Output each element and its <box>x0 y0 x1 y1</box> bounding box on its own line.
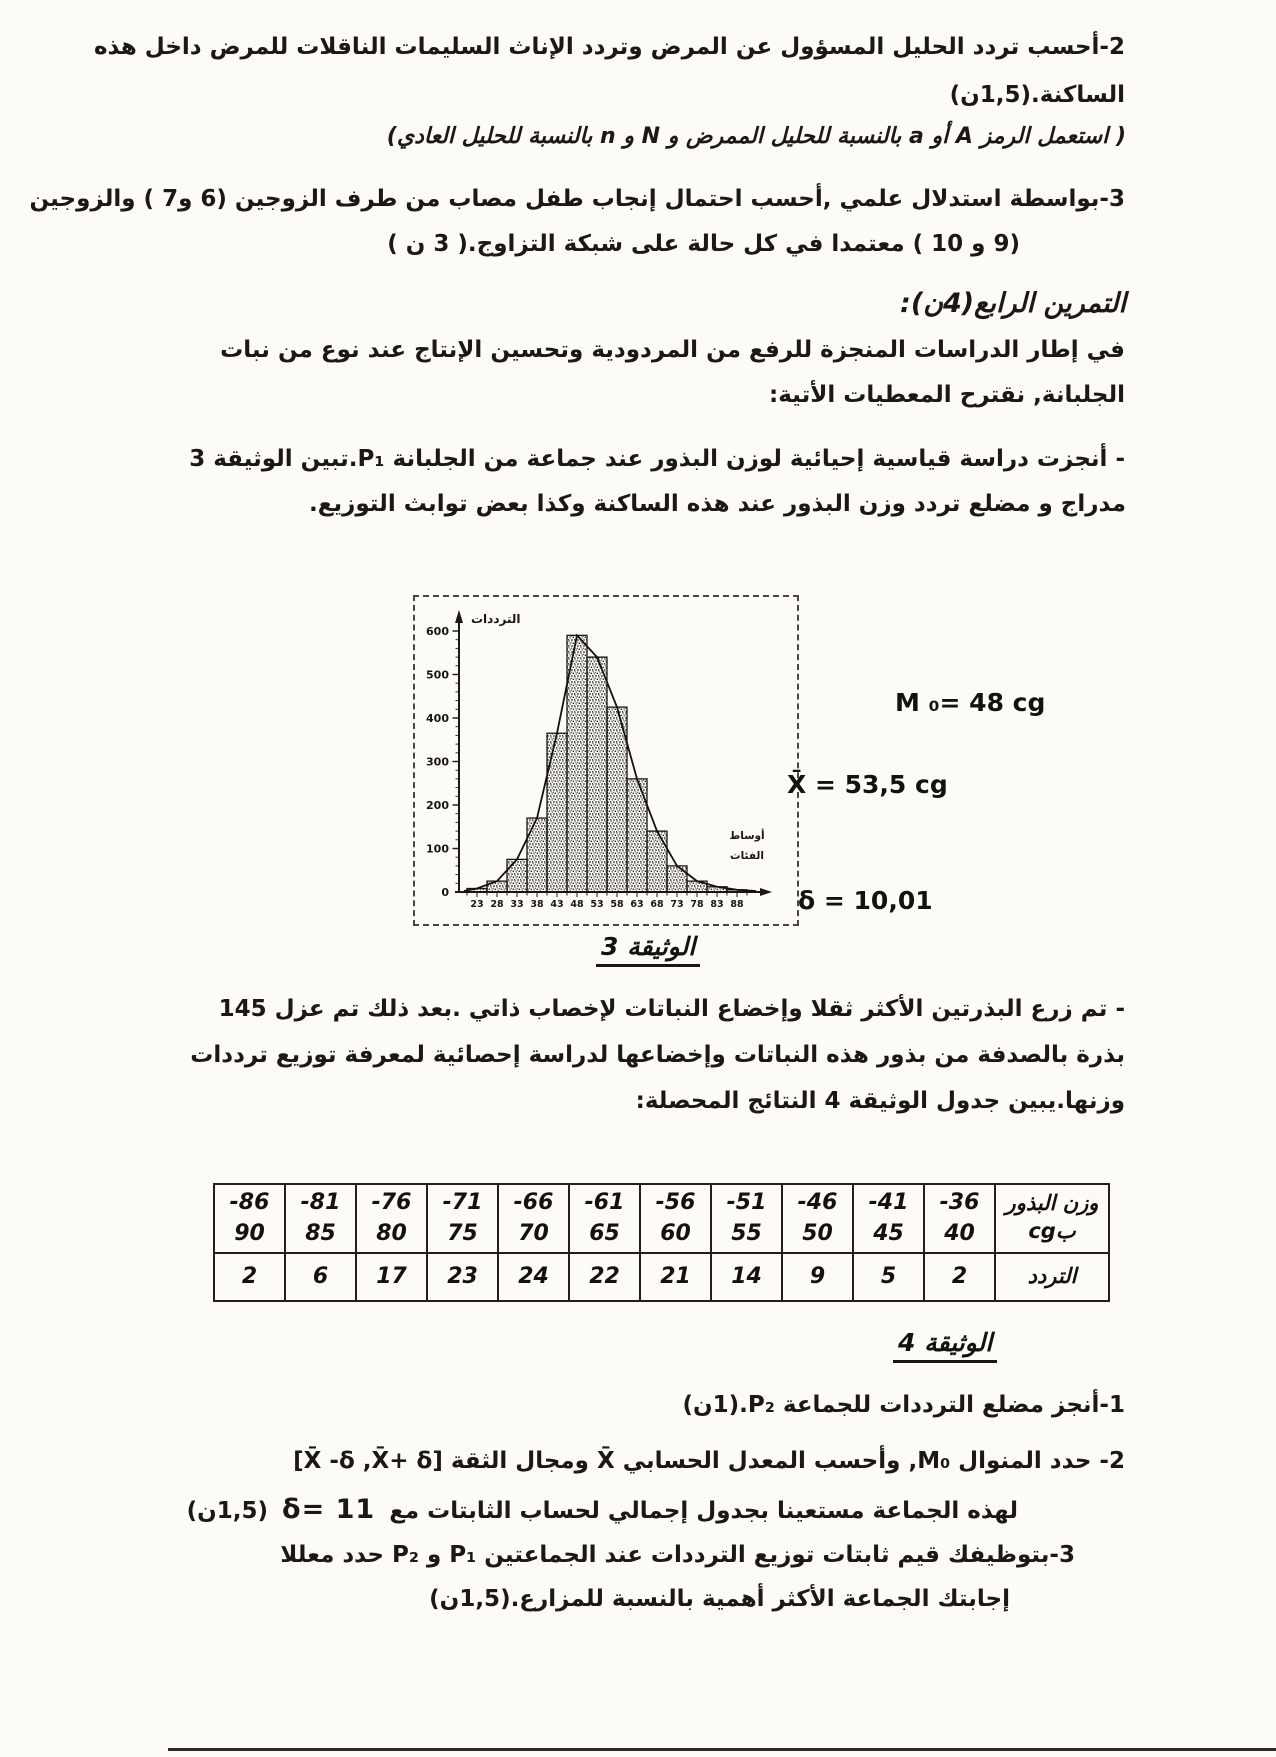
frequency-cell: 2 <box>924 1253 995 1301</box>
study-line1: - أنجزت دراسة قياسية إحيائية لوزن البذور عند جماعة من الجلبانة P₁.تبين الوثيقة 3 <box>189 446 1125 472</box>
x-axis-label: 68 <box>650 899 664 910</box>
y-axis-label: 500 <box>426 668 449 682</box>
x-axis-label: 53 <box>590 899 604 910</box>
x-axis-label: 33 <box>510 899 524 910</box>
weight-range-cell <box>569 1184 640 1253</box>
range-top: -41 <box>868 1190 909 1215</box>
table-row-frequency <box>214 1253 1109 1301</box>
range-bottom: 90 <box>234 1220 265 1246</box>
histogram-bar <box>527 818 547 892</box>
range-top: -66 <box>513 1190 554 1215</box>
frequency-cell: 5 <box>853 1253 924 1301</box>
document-3-figure <box>413 595 799 926</box>
x-axis-label: 23 <box>470 899 484 910</box>
range-top: -51 <box>726 1190 767 1215</box>
weight-range-cell <box>356 1184 427 1253</box>
symbols-note: ( استعمل الرمز A أو a بالنسبة للحليل الممرض و N و n بالنسبة للحليل العادي) <box>386 124 1126 149</box>
confidence-interval-formula: [X̄ -δ ,X̄+ δ] <box>293 1448 443 1474</box>
question-1: 1-أنجز مضلع الترددات للجماعة P₂.(1ن) <box>682 1392 1125 1418</box>
range-top: -36 <box>939 1190 980 1215</box>
q2-text: ومجال الثقة <box>442 1448 597 1474</box>
frequency-cell: 9 <box>782 1253 853 1301</box>
weight-range-cell <box>214 1184 285 1253</box>
frequency-cell: 17 <box>356 1253 427 1301</box>
x-axis-label: 43 <box>550 899 564 910</box>
q2-text: , وأحسب المعدل الحسابي <box>614 1448 918 1474</box>
table-row-label-frequency: التردد <box>995 1253 1109 1301</box>
exercise-4-title: التمرين الرابع(4ن): <box>900 288 1126 319</box>
question-3-line1: 3-بتوظيفك قيم ثابتات توزيع الترددات عند الجماعتين P₁ و P₂ حدد معللا <box>280 1542 1075 1568</box>
page-bottom-rule <box>168 1748 1276 1751</box>
frequency-cell: 6 <box>285 1253 356 1301</box>
question-2-line1: 2-أحسب تردد الحليل المسؤول عن المرض وتردد الإناث السليمات الناقلات للمرض داخل هذه <box>93 34 1125 60</box>
range-top: -76 <box>371 1190 412 1215</box>
y-axis-label: 600 <box>426 625 449 638</box>
delta-handwritten-value: δ= 11 <box>282 1494 376 1525</box>
x-axis-label: 48 <box>570 899 584 910</box>
frequency-cell: 24 <box>498 1253 569 1301</box>
weight-range-cell <box>924 1184 995 1253</box>
stddev-value: δ = 10,01 <box>798 886 933 915</box>
q2-text: لهذه الجماعة مستعينا بجدول إجمالي لحساب الثابتات مع <box>389 1498 1018 1524</box>
range-bottom: 55 <box>731 1220 762 1246</box>
x-axis-title-line2: الفئات <box>730 850 764 862</box>
range-bottom: 75 <box>447 1220 478 1246</box>
range-bottom: 80 <box>376 1220 407 1246</box>
q2-text: 2- حدد المنوال <box>950 1448 1125 1474</box>
x-axis-label: 38 <box>530 899 544 910</box>
y-axis-label: 0 <box>441 886 449 899</box>
range-top: -56 <box>655 1190 696 1215</box>
histogram-svg <box>415 597 793 920</box>
range-top: -81 <box>300 1190 341 1215</box>
x-axis-label: 88 <box>730 899 744 910</box>
range-bottom: 85 <box>305 1220 336 1246</box>
frequency-cell: 2 <box>214 1253 285 1301</box>
range-bottom: 45 <box>873 1220 904 1246</box>
y-axis-label: 100 <box>426 842 449 856</box>
range-bottom: 70 <box>518 1220 549 1246</box>
x-axis-arrow <box>760 888 772 896</box>
x-axis-label: 78 <box>690 899 704 910</box>
x-axis-label: 63 <box>630 899 644 910</box>
question-2-line2: الساكنة.(1,5ن) <box>949 82 1125 108</box>
table-row-label-weight: وزن البذور بcg <box>995 1184 1109 1253</box>
weight-range-cell <box>640 1184 711 1253</box>
mode-value: M ₀= 48 cg <box>895 688 1046 717</box>
range-top: -46 <box>797 1190 838 1215</box>
weight-range-cell <box>427 1184 498 1253</box>
document-4-caption: الوثيقة 4 <box>893 1328 997 1363</box>
seeds-line2: بذرة بالصدفة من بذور هذه النباتات وإخضاعها لدراسة إحصائية لمعرفة توزيع ترددات <box>190 1042 1125 1068</box>
histogram-bar <box>547 733 567 892</box>
x-axis-label: 28 <box>490 899 504 910</box>
question-3-line1: 3-بواسطة استدلال علمي ,أحسب احتمال إنجاب طفل مصاب من طرف الزوجين (6 و7 ) والزوجين <box>29 186 1125 212</box>
seeds-line3: وزنها.يبين جدول الوثيقة 4 النتائج المحصلة: <box>635 1088 1125 1114</box>
histogram-bar <box>647 831 667 892</box>
y-axis-arrow <box>455 610 463 623</box>
frequency-cell: 22 <box>569 1253 640 1301</box>
frequency-cell: 21 <box>640 1253 711 1301</box>
question-3-line2: (9 و 10 ) معتمدا في كل حالة على شبكة التزاوج.( 3 ن ) <box>387 231 1020 257</box>
y-axis-title: الترددات <box>471 612 521 626</box>
y-axis-label: 400 <box>426 712 449 725</box>
x-axis-label: 73 <box>670 899 684 910</box>
x-axis-label: 58 <box>610 899 624 910</box>
mean-value: X̄ = 53,5 cg <box>787 770 948 799</box>
seeds-line1: - تم زرع البذرتين الأكثر ثقلا وإخضاع النباتات لإخصاب ذاتي .بعد ذلك تم عزل 145 <box>218 996 1125 1022</box>
weight-range-cell <box>853 1184 924 1253</box>
y-axis-label: 300 <box>426 755 449 769</box>
q2-points: (1,5ن) <box>186 1498 269 1524</box>
study-line2: مدراج و مضلع تردد وزن البذور عند هذه الساكنة وكذا بعض توابث التوزيع. <box>309 491 1126 517</box>
frequency-cell: 23 <box>427 1253 498 1301</box>
histogram-bar <box>507 859 527 892</box>
mean-symbol: X̄ <box>596 1448 615 1474</box>
exercise-4-intro-line2: الجلبانة, نقترح المعطيات الأتية: <box>769 382 1125 408</box>
document-4-table <box>213 1183 1110 1302</box>
histogram-bar <box>587 657 607 892</box>
weight-range-cell <box>711 1184 782 1253</box>
weight-range-cell <box>285 1184 356 1253</box>
question-2-line2 <box>187 1494 1018 1525</box>
range-top: -86 <box>229 1190 270 1215</box>
question-3-line2: إجابتك الجماعة الأكثر أهمية بالنسبة للمزارع.(1,5ن) <box>429 1586 1010 1612</box>
weight-range-cell <box>498 1184 569 1253</box>
mode-symbol: M₀ <box>917 1448 951 1474</box>
x-axis-title-line1: أوساط <box>729 830 765 842</box>
document-3-caption: الوثيقة 3 <box>596 932 700 967</box>
question-2-line1 <box>293 1448 1125 1474</box>
range-bottom: 40 <box>944 1220 975 1246</box>
range-bottom: 60 <box>660 1220 691 1246</box>
frequency-cell: 14 <box>711 1253 782 1301</box>
x-axis-label: 83 <box>710 899 724 910</box>
table-row-weight <box>214 1184 1109 1253</box>
y-axis-label: 200 <box>426 799 449 812</box>
range-top: -61 <box>584 1190 625 1215</box>
range-bottom: 50 <box>802 1220 833 1246</box>
range-bottom: 65 <box>589 1220 620 1246</box>
weight-range-cell <box>782 1184 853 1253</box>
histogram-bar <box>667 866 687 892</box>
range-top: -71 <box>442 1190 483 1215</box>
exercise-4-intro-line1: في إطار الدراسات المنجزة للرفع من المردودية وتحسين الإنتاج عند نوع من نبات <box>220 337 1125 363</box>
